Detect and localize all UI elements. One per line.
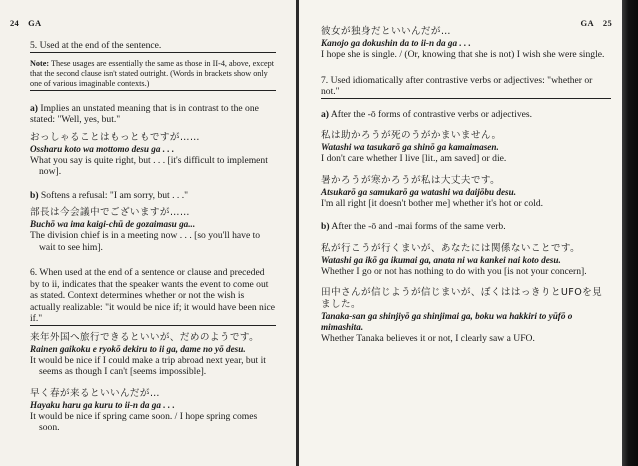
r-example-4-romaji: Tanaka-san ga shinjiyō ga shinjimai ga, boku wa hakkiri to yūfō o mimashita. <box>321 311 573 332</box>
r-example-0-japanese: 彼女が独身だといいんだが… <box>321 26 451 37</box>
r-subsection-b-text: After the -ō and -mai forms of the same verb. <box>329 221 506 232</box>
r-example-2-romaji: Atsukarō ga samukarō ga watashi wa daijōbu desu. <box>321 186 517 197</box>
book-right-edge <box>622 0 638 466</box>
subsection-a <box>30 103 276 126</box>
r-example-3-japanese: 私が行こうが行くまいが、あなたには関係ないことです。 <box>321 242 581 254</box>
r-example-0-english: I hope she is single. / (Or, knowing that she is not) I wish she were single. <box>321 49 605 60</box>
r-example-1-romaji: Watashi wa tasukarō ga shinō ga kamaimasen. <box>321 142 499 152</box>
example-3-japanese: 来年外国へ旅行できるといいが、だめのようです。 <box>30 331 260 343</box>
note-paragraph <box>30 59 276 91</box>
r-subsection-b-label: b) <box>321 221 330 232</box>
example-4-romaji: Hayaku haru ga kuru to ii-n da ga . . . <box>30 399 175 410</box>
left-running-head <box>10 18 41 28</box>
subsection-a-label: a) <box>30 102 38 114</box>
r-subsection-b <box>321 221 611 233</box>
subsection-b <box>30 190 276 202</box>
r-example-0-romaji: Kanojo ga dokushin da to ii-n da ga . . . <box>321 38 471 48</box>
left-content <box>30 40 276 434</box>
left-page <box>0 0 296 466</box>
right-content <box>321 16 611 345</box>
example-4-english: It would be nice if spring came soon. / I hope spring comes soon. <box>30 410 258 434</box>
r-subsection-a-text: After the -ō forms of contrastive verbs or adjectives. <box>329 108 533 120</box>
note-text: These usages are essentially the same as those in II-4, above, except that the second clause isn't stated outright. (Words in brackets show only one of various imaginable contexts.) <box>30 58 275 89</box>
note-label: Note: <box>30 58 50 68</box>
section-6-text: 6. When used at the end of a sentence or clause and preceded by to ii, indicates that the speaker wants the event to come out as stated. Context determines whether or not the wish is actually realizable: "it would be nice if; it would have been nice if." <box>30 267 275 325</box>
right-page <box>299 0 622 466</box>
r-example-1-english: I don't care whether I live [lit., am saved] or die. <box>321 153 507 164</box>
r-example-2-japanese: 暑かろうが寒かろうが私は大丈夫です。 <box>321 174 501 186</box>
r-example-2-english: I'm all right [it doesn't bother me] whether it's hot or cold. <box>321 197 544 209</box>
section-5-title: 5. Used at the end of the sentence. <box>30 40 276 53</box>
r-subsection-a <box>321 109 611 121</box>
example-2-romaji: Buchō wa ima kaigi-chū de gozaimasu ga... <box>30 219 196 230</box>
left-page-number: 24 <box>10 18 20 28</box>
example-2-english: The division chief is in a meeting now . . . [so you'll have to wait to see him]. <box>30 230 261 253</box>
left-head-title: GA <box>28 18 42 28</box>
section-7-text: 7. Used idiomatically after contrastive verbs or adjectives: "whether or not." <box>321 75 611 99</box>
example-3-romaji: Rainen gaikoku e ryokō dekiru to ii ga, dame no yō desu. <box>30 343 246 354</box>
example-1-romaji: Ossharu koto wa mottomo desu ga . . . <box>30 143 175 154</box>
r-example-1-japanese: 私は助かろうが死のうがかまいません。 <box>321 130 502 141</box>
right-head-title: GA <box>580 18 594 28</box>
subsection-b-label: b) <box>30 189 39 201</box>
example-4-japanese: 早く春が来るといいんだが… <box>30 387 160 399</box>
example-1-japanese: おっしゃることはもっともですが…… <box>30 131 200 143</box>
right-page-number: 25 <box>602 18 612 28</box>
r-subsection-a-label: a) <box>321 108 329 120</box>
r-example-4-english: Whether Tanaka believes it or not, I clearly saw a UFO. <box>321 333 535 344</box>
example-2-japanese: 部長は今会議中でございますが…… <box>30 207 190 219</box>
r-example-4-japanese: 田中さんが信じようが信じまいが、ぼくははっきりとUFOを見ました。 <box>321 287 603 310</box>
r-example-3-english: Whether I go or not has nothing to do with you [is not your concern]. <box>321 265 587 277</box>
r-example-3-romaji: Watashi ga ikō ga ikumai ga, anata ni wa kankei nai koto desu. <box>321 254 561 265</box>
subsection-a-text: Implies an unstated meaning that is in contrast to the one stated: "Well, yes, but." <box>30 102 259 126</box>
example-3-english: It would be nice if I could make a trip abroad next year, but it seems as though I can't [seems impossible]. <box>30 354 266 378</box>
example-1-english: What you say is quite right, but . . . [it's difficult to implement now]. <box>30 154 268 178</box>
subsection-b-text: Softens a refusal: "I am sorry, but . . ." <box>38 189 189 201</box>
